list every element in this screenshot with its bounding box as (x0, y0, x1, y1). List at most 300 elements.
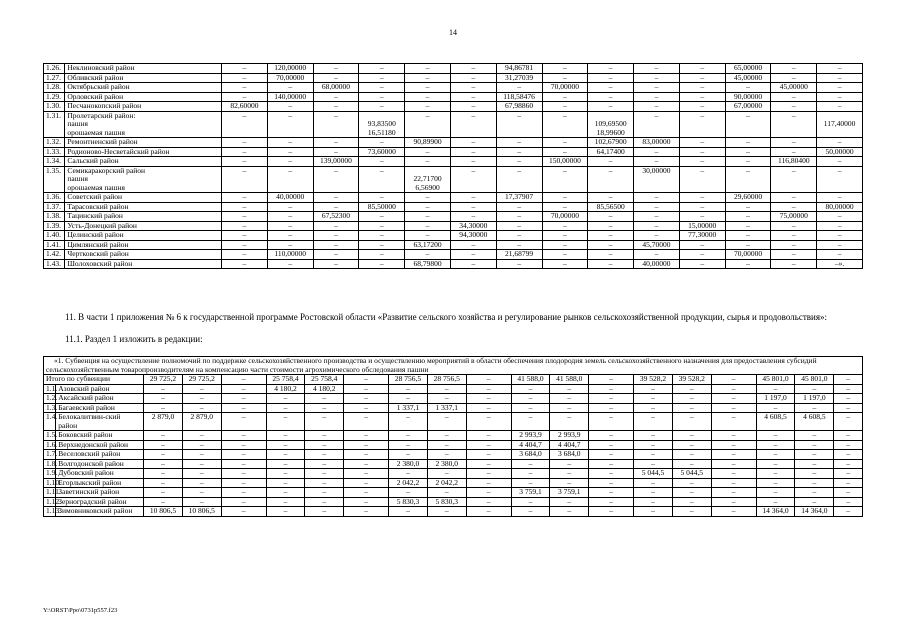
row-number: 1.4. (44, 413, 56, 431)
value-cell: – (817, 92, 863, 102)
value-cell: – (266, 507, 305, 517)
value-cell: – (711, 497, 756, 507)
value-cell: – (450, 138, 496, 148)
value-cell: – (266, 478, 305, 488)
value-cell: – (267, 221, 313, 231)
value-cell: – (267, 202, 313, 212)
value-cell: 68,00000 (313, 83, 359, 93)
value-cell: 94,30000 (450, 231, 496, 241)
row-number: 1.27. (44, 73, 65, 83)
value-cell: 73,60000 (359, 147, 405, 157)
value-cell: – (588, 231, 634, 241)
value-cell: – (771, 138, 817, 148)
value-cell: – (222, 221, 268, 231)
value-cell: – (496, 111, 542, 138)
value-cell: – (466, 469, 511, 479)
value-cell: 90,89900 (405, 138, 451, 148)
value-cell: – (182, 440, 221, 450)
table-row (44, 375, 863, 385)
value-cell: 45,70000 (634, 240, 680, 250)
value-cell: 28 756,5 (389, 375, 428, 385)
value-cell: – (711, 413, 756, 431)
value-cell: – (222, 83, 268, 93)
value-cell: – (550, 394, 589, 404)
value-cell: – (344, 459, 389, 469)
value-cell: – (817, 64, 863, 74)
cell-line: 18,99600 (596, 127, 625, 137)
value-cell: 90,00000 (725, 92, 771, 102)
value-cell: – (834, 478, 863, 488)
value-cell: – (450, 73, 496, 83)
value-cell: – (817, 102, 863, 112)
value-cell: 5 044,5 (672, 469, 711, 479)
value-cell: – (672, 394, 711, 404)
value-cell: – (313, 73, 359, 83)
value-cell: – (756, 440, 795, 450)
value-cell: – (267, 147, 313, 157)
row-number: 1.31. (44, 111, 65, 138)
value-cell: – (634, 459, 673, 469)
value-cell: – (834, 507, 863, 517)
value-cell: 39 528,2 (634, 375, 673, 385)
value-cell: – (466, 375, 511, 385)
table-row (44, 478, 863, 488)
value-cell: – (542, 221, 588, 231)
value-cell: – (267, 259, 313, 269)
value-cell: – (144, 488, 183, 498)
cell-line: 22,71700 (413, 174, 442, 183)
value-cell: 4 404,7 (511, 440, 550, 450)
value-cell: – (725, 259, 771, 269)
value-cell: – (144, 478, 183, 488)
value-cell: – (542, 147, 588, 157)
value-cell: – (634, 202, 680, 212)
value-cell: – (795, 440, 834, 450)
row-number: 1.8. (44, 459, 56, 469)
value-cell: – (450, 111, 496, 138)
value-cell: – (834, 497, 863, 507)
cell-line: Песчанокопский район (67, 101, 142, 110)
value-cell: – (542, 92, 588, 102)
value-cell: 41 588,0 (511, 375, 550, 385)
value-cell: – (267, 157, 313, 167)
value-cell: – (405, 221, 451, 231)
cell-line: Усть-Донецкий район (67, 220, 137, 230)
value-cell: 34,30000 (450, 221, 496, 231)
value-cell: 4 180,2 (266, 384, 305, 394)
value-cell: 40,00000 (634, 259, 680, 269)
value-cell: – (389, 450, 428, 460)
value-cell: – (634, 73, 680, 83)
value-cell: – (672, 403, 711, 413)
row-number: 1.9. (44, 469, 56, 479)
value-cell: 29,60000 (725, 193, 771, 203)
value-cell: – (834, 375, 863, 385)
value-cell: – (725, 157, 771, 167)
value-cell: – (511, 384, 550, 394)
value-cell (359, 111, 405, 138)
value-cell: – (634, 92, 680, 102)
value-cell (817, 111, 863, 138)
value-cell: – (771, 147, 817, 157)
value-cell: – (588, 212, 634, 222)
value-cell: – (771, 240, 817, 250)
value-cell: – (711, 469, 756, 479)
value-cell: – (679, 83, 725, 93)
value-cell: – (588, 83, 634, 93)
value-cell: – (222, 92, 268, 102)
value-cell: – (182, 403, 221, 413)
value-cell: – (725, 147, 771, 157)
value-cell: 14 364,0 (795, 507, 834, 517)
value-cell: 4 608,5 (756, 413, 795, 431)
row-number: 1.2. (44, 394, 56, 404)
value-cell: 94,86781 (496, 64, 542, 74)
district-name (65, 166, 222, 193)
value-cell: – (182, 431, 221, 441)
row-number: 1.1. (44, 384, 56, 394)
value-cell: 102,67900 (588, 138, 634, 148)
value-cell: – (427, 394, 466, 404)
value-cell: – (725, 221, 771, 231)
value-cell: – (711, 375, 756, 385)
row-number: 1.6. (44, 440, 56, 450)
value-cell: 41 588,0 (550, 375, 589, 385)
value-cell: – (221, 440, 266, 450)
value-cell: 2 993,9 (511, 431, 550, 441)
value-cell: – (313, 64, 359, 74)
value-cell: – (221, 375, 266, 385)
value-cell: – (359, 259, 405, 269)
value-cell: – (144, 459, 183, 469)
value-cell: 45 801,0 (756, 375, 795, 385)
table-row (44, 259, 863, 269)
value-cell: – (511, 469, 550, 479)
value-cell: – (589, 507, 634, 517)
value-cell: – (450, 240, 496, 250)
value-cell: 3 759,1 (511, 488, 550, 498)
value-cell: – (756, 459, 795, 469)
value-cell: – (344, 375, 389, 385)
row-number: 1.36. (44, 193, 65, 203)
value-cell: 70,00000 (725, 250, 771, 260)
value-cell: – (221, 459, 266, 469)
value-cell: – (725, 240, 771, 250)
value-cell: – (834, 394, 863, 404)
value-cell: – (359, 64, 405, 74)
value-cell: – (589, 488, 634, 498)
value-cell: 21,68799 (496, 250, 542, 260)
value-cell: – (389, 469, 428, 479)
cell-line: 16,51180 (367, 127, 396, 137)
value-cell: – (450, 147, 496, 157)
value-cell (588, 111, 634, 138)
cell-line: пашня (67, 119, 88, 128)
value-cell: – (711, 459, 756, 469)
value-cell: 82,60000 (222, 102, 268, 112)
cell-line: Ремонтненский район (67, 137, 138, 146)
value-cell: 5 830,3 (389, 497, 428, 507)
value-cell: – (405, 250, 451, 260)
value-cell: – (496, 259, 542, 269)
cell-line: Сальский район (67, 156, 119, 165)
value-cell: – (221, 450, 266, 460)
table-row (44, 440, 863, 450)
value-cell: – (466, 497, 511, 507)
value-cell: – (496, 83, 542, 93)
value-cell: 40,00000 (267, 193, 313, 203)
value-cell: 30,00000 (634, 166, 680, 193)
value-cell: – (450, 193, 496, 203)
value-cell: – (144, 394, 183, 404)
value-cell: – (679, 259, 725, 269)
value-cell: – (679, 138, 725, 148)
value-cell: – (496, 231, 542, 241)
value-cell: – (711, 431, 756, 441)
value-cell: – (588, 166, 634, 193)
table-row (44, 488, 863, 498)
value-cell: – (144, 440, 183, 450)
table-row (44, 147, 863, 157)
value-cell: – (344, 488, 389, 498)
value-cell: – (634, 384, 673, 394)
cell-line: орошаемая пашня (67, 127, 125, 137)
value-cell: – (144, 431, 183, 441)
value-cell: – (634, 221, 680, 231)
value-cell: – (266, 488, 305, 498)
value-cell: – (305, 478, 344, 488)
row-number: 1.13. (44, 507, 56, 517)
value-cell: – (795, 488, 834, 498)
value-cell: – (222, 166, 268, 193)
table-row (44, 507, 863, 517)
value-cell: – (542, 64, 588, 74)
district-name: Азовский район (56, 384, 144, 394)
value-cell: – (266, 440, 305, 450)
value-cell: – (466, 507, 511, 517)
row-number: 1.12. (44, 497, 56, 507)
value-cell: – (550, 413, 589, 431)
value-cell: – (795, 403, 834, 413)
value-cell: – (450, 92, 496, 102)
value-cell: – (511, 497, 550, 507)
value-cell: – (711, 394, 756, 404)
value-cell: 75,00000 (771, 212, 817, 222)
value-cell: – (542, 240, 588, 250)
value-cell: – (711, 478, 756, 488)
value-cell: – (305, 497, 344, 507)
value-cell: – (817, 212, 863, 222)
cell-line: 93,83500 (367, 119, 396, 128)
total-label: Итого по субвенции (44, 375, 144, 385)
value-cell: – (589, 384, 634, 394)
value-cell: – (834, 403, 863, 413)
value-cell: 2 879,0 (144, 413, 183, 431)
value-cell: – (588, 259, 634, 269)
cell-line: Целинский район (67, 230, 124, 239)
value-cell: – (679, 193, 725, 203)
value-cell: – (222, 64, 268, 74)
value-cell: 70,00000 (542, 212, 588, 222)
value-cell: – (359, 231, 405, 241)
district-name: Зерноградский район (56, 497, 144, 507)
value-cell: – (344, 394, 389, 404)
value-cell: – (679, 102, 725, 112)
cell-line: Родионово-Несветайский район (67, 146, 170, 156)
value-cell: – (313, 231, 359, 241)
value-cell: – (589, 375, 634, 385)
value-cell: – (589, 394, 634, 404)
value-cell: 5 830,3 (427, 497, 466, 507)
value-cell: 83,00000 (634, 138, 680, 148)
value-cell: – (672, 497, 711, 507)
value-cell: – (542, 166, 588, 193)
value-cell: – (550, 497, 589, 507)
district-name: Зимовниковский район (56, 507, 144, 517)
value-cell: – (222, 111, 268, 138)
value-cell: – (634, 250, 680, 260)
value-cell: – (344, 478, 389, 488)
value-cell: – (466, 450, 511, 460)
value-cell: – (634, 83, 680, 93)
value-cell: – (144, 403, 183, 413)
row-number: 1.28. (44, 83, 65, 93)
value-cell: – (344, 413, 389, 431)
value-cell: 2 380,0 (389, 459, 428, 469)
value-cell: – (588, 240, 634, 250)
value-cell: – (182, 459, 221, 469)
table-row (44, 193, 863, 203)
value-cell: 2 993,9 (550, 431, 589, 441)
value-cell: – (634, 478, 673, 488)
district-name: Белокалитвин-ский район (56, 413, 144, 431)
value-cell: – (221, 384, 266, 394)
value-cell: – (589, 413, 634, 431)
value-cell: 25 758,4 (266, 375, 305, 385)
value-cell: – (817, 138, 863, 148)
value-cell: – (542, 250, 588, 260)
value-cell: – (222, 157, 268, 167)
value-cell: – (267, 138, 313, 148)
value-cell: – (313, 250, 359, 260)
value-cell: – (222, 231, 268, 241)
cell-line: Семикаракорский район (67, 165, 145, 175)
value-cell: –». (817, 259, 863, 269)
value-cell: – (589, 440, 634, 450)
value-cell: – (359, 157, 405, 167)
value-cell: – (427, 440, 466, 450)
value-cell: – (834, 488, 863, 498)
value-cell: – (795, 384, 834, 394)
value-cell: – (266, 469, 305, 479)
value-cell: – (313, 193, 359, 203)
row-number: 1.37. (44, 202, 65, 212)
value-cell: – (389, 488, 428, 498)
cell-line: Неклиновский район (67, 63, 135, 72)
value-cell: – (305, 413, 344, 431)
value-cell: – (588, 73, 634, 83)
value-cell: – (756, 488, 795, 498)
value-cell: 1 337,1 (427, 403, 466, 413)
value-cell: – (672, 488, 711, 498)
value-cell: – (542, 231, 588, 241)
file-path: Y:\ORST\Ppo\0731p557.f23 (43, 607, 118, 614)
value-cell: – (144, 384, 183, 394)
value-cell: 25 758,4 (305, 375, 344, 385)
value-cell: – (313, 138, 359, 148)
value-cell: – (550, 384, 589, 394)
value-cell: – (344, 450, 389, 460)
value-cell: 50,00000 (817, 147, 863, 157)
value-cell: – (305, 394, 344, 404)
value-cell: – (795, 469, 834, 479)
value-cell: – (834, 413, 863, 431)
district-name: Боковский район (56, 431, 144, 441)
value-cell: – (182, 478, 221, 488)
value-cell: – (313, 166, 359, 193)
row-number: 1.26. (44, 64, 65, 74)
value-cell: – (672, 478, 711, 488)
value-cell: – (222, 138, 268, 148)
value-cell: – (679, 73, 725, 83)
row-number: 1.5. (44, 431, 56, 441)
value-cell: – (221, 394, 266, 404)
district-name: Верхнедонской район (56, 440, 144, 450)
value-cell: – (672, 507, 711, 517)
value-cell: – (221, 469, 266, 479)
value-cell: – (267, 111, 313, 138)
table-row (44, 450, 863, 460)
value-cell: – (756, 497, 795, 507)
value-cell: – (496, 202, 542, 212)
value-cell: – (266, 497, 305, 507)
value-cell: – (542, 193, 588, 203)
value-cell: – (313, 259, 359, 269)
value-cell: – (725, 231, 771, 241)
value-cell: – (266, 431, 305, 441)
value-cell: – (405, 64, 451, 74)
value-cell: – (466, 384, 511, 394)
value-cell: – (817, 83, 863, 93)
value-cell: – (450, 250, 496, 260)
district-values-table (43, 63, 863, 269)
row-number: 1.42. (44, 250, 65, 260)
value-cell: – (182, 450, 221, 460)
value-cell: – (672, 459, 711, 469)
value-cell: – (405, 212, 451, 222)
value-cell: – (550, 507, 589, 517)
value-cell: – (634, 111, 680, 138)
value-cell: – (817, 157, 863, 167)
value-cell: 29 725,2 (182, 375, 221, 385)
value-cell: – (496, 240, 542, 250)
value-cell: – (834, 450, 863, 460)
value-cell: 3 684,0 (550, 450, 589, 460)
value-cell: – (588, 64, 634, 74)
value-cell: – (795, 497, 834, 507)
paragraph-11-1: 11.1. Раздел 1 изложить в редакции: (65, 334, 203, 344)
value-cell: – (511, 459, 550, 469)
row-number: 1.41. (44, 240, 65, 250)
value-cell: – (405, 193, 451, 203)
value-cell: – (359, 138, 405, 148)
value-cell: – (817, 73, 863, 83)
row-number: 1.3. (44, 403, 56, 413)
value-cell: – (427, 384, 466, 394)
value-cell: – (511, 478, 550, 488)
value-cell: – (711, 488, 756, 498)
value-cell: – (725, 166, 771, 193)
